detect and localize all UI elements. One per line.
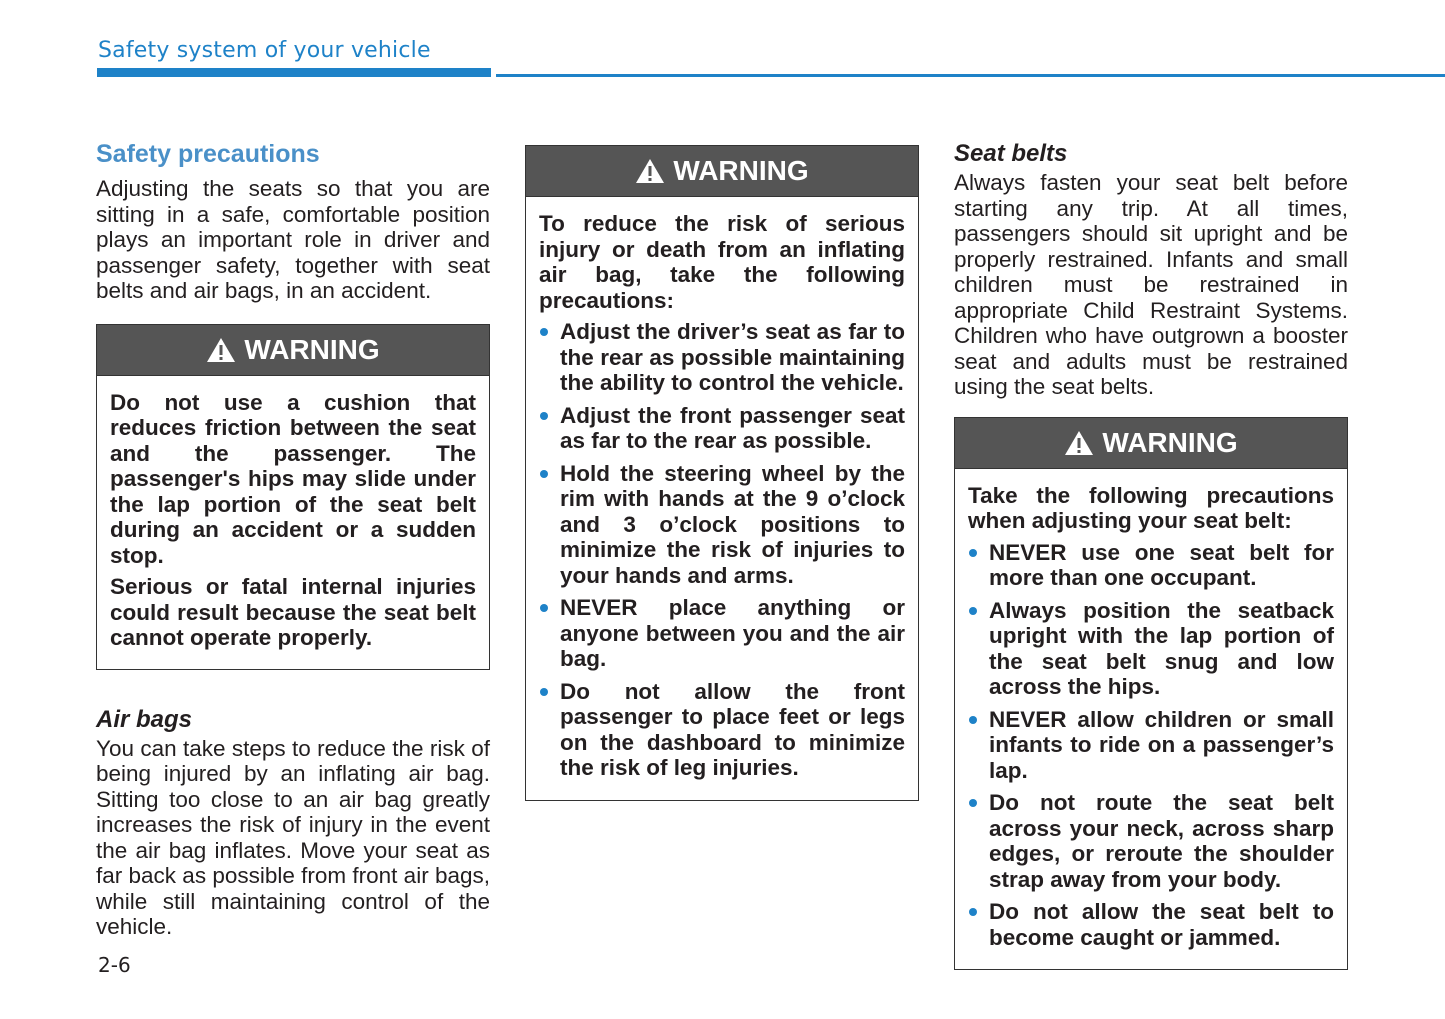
warning-paragraph: Serious or fatal internal injuries could result because the seat belt cannot operate properly. — [110, 574, 476, 650]
list-item: Do not allow the seat belt to become caught or jammed. — [968, 899, 1334, 950]
warning-body — [955, 469, 1347, 970]
warning-body — [97, 376, 489, 669]
warning-box-airbag — [525, 145, 919, 801]
header-rule-thick — [97, 68, 491, 77]
list-item: Do not route the seat belt across your neck, across sharp edges, or reroute the shoulder strap away from your body. — [968, 790, 1334, 892]
list-item: NEVER use one seat belt for more than one occupant. — [968, 540, 1334, 591]
header-rule-thin — [496, 74, 1445, 77]
warning-triangle-icon — [1064, 430, 1094, 456]
list-item: NEVER place anything or anyone between you and the air bag. — [539, 595, 905, 672]
list-item: Hold the steering wheel by the rim with hands at the 9 o’clock and 3 o’clock positions to minimize the risk of injuries to your hands and arms. — [539, 461, 905, 589]
warning-label: WARNING — [244, 333, 380, 365]
warning-box-seatbelt — [954, 417, 1348, 971]
section-title: Safety system of your vehicle — [98, 38, 431, 63]
list-item: Do not allow the front passenger to place feet or legs on the dashboard to minimize the risk of leg injuries. — [539, 679, 905, 781]
page-number: 2-6 — [98, 953, 131, 977]
warning-label: WARNING — [673, 155, 809, 186]
air-bags-heading: Air bags — [96, 705, 193, 733]
warning-header — [526, 146, 918, 197]
column-middle — [525, 145, 919, 801]
list-item: Adjust the front passenger seat as far to the rear as possible. — [539, 403, 905, 454]
warning-paragraph: Do not use a cushion that reduces friction between the seat and the passenger. The passenger's hips may slide under the lap portion of the seat belt during an accident or a sudden stop. — [110, 389, 476, 568]
warning-box-cushion — [96, 324, 490, 670]
warning-list — [539, 319, 905, 781]
warning-intro: Take the following precautions when adjusting your seat belt: — [968, 482, 1334, 533]
column-right — [954, 138, 1348, 970]
warning-triangle-icon — [206, 337, 236, 363]
warning-intro: To reduce the risk of serious injury or death from an inflating air bag, take the following precautions: — [539, 211, 905, 313]
air-bags-text: You can take steps to reduce the risk of being injured by an inflating air bag. Sitting too close to an air bag greatly increases the risk of injury in the event the air bag inflates. Move your seat as far back as possible from front air bags, while still maintaining control of the vehicle. — [96, 735, 490, 939]
warning-header — [97, 325, 489, 376]
warning-header — [955, 418, 1347, 469]
seat-belts-heading: Seat belts — [954, 140, 1068, 167]
column-left — [96, 138, 490, 940]
safety-precautions-text: Adjusting the seats so that you are sitting in a safe, comfortable position plays an important role in driver and passenger safety, together with seat belts and air bags, in an accident. — [96, 176, 490, 303]
list-item: NEVER allow children or small infants to ride on a passenger’s lap. — [968, 707, 1334, 784]
seat-belts-text: Always fasten your seat belt before starting any trip. At all times, passengers should sit upright and be properly restrained. Infants and small children must be restrained in appropriate Child Restraint Systems. Children who have outgrown a booster seat and adults must be restrained using the seat belts. — [954, 170, 1348, 399]
warning-triangle-icon — [635, 158, 665, 184]
list-item: Always position the seatback upright with the lap portion of the seat belt snug and low across the hips. — [968, 598, 1334, 700]
warning-list — [968, 540, 1334, 951]
safety-precautions-heading: Safety precautions — [96, 140, 320, 168]
list-item: Adjust the driver’s seat as far to the rear as possible maintaining the ability to control the vehicle. — [539, 319, 905, 396]
warning-body — [526, 197, 918, 800]
warning-label: WARNING — [1102, 426, 1238, 458]
